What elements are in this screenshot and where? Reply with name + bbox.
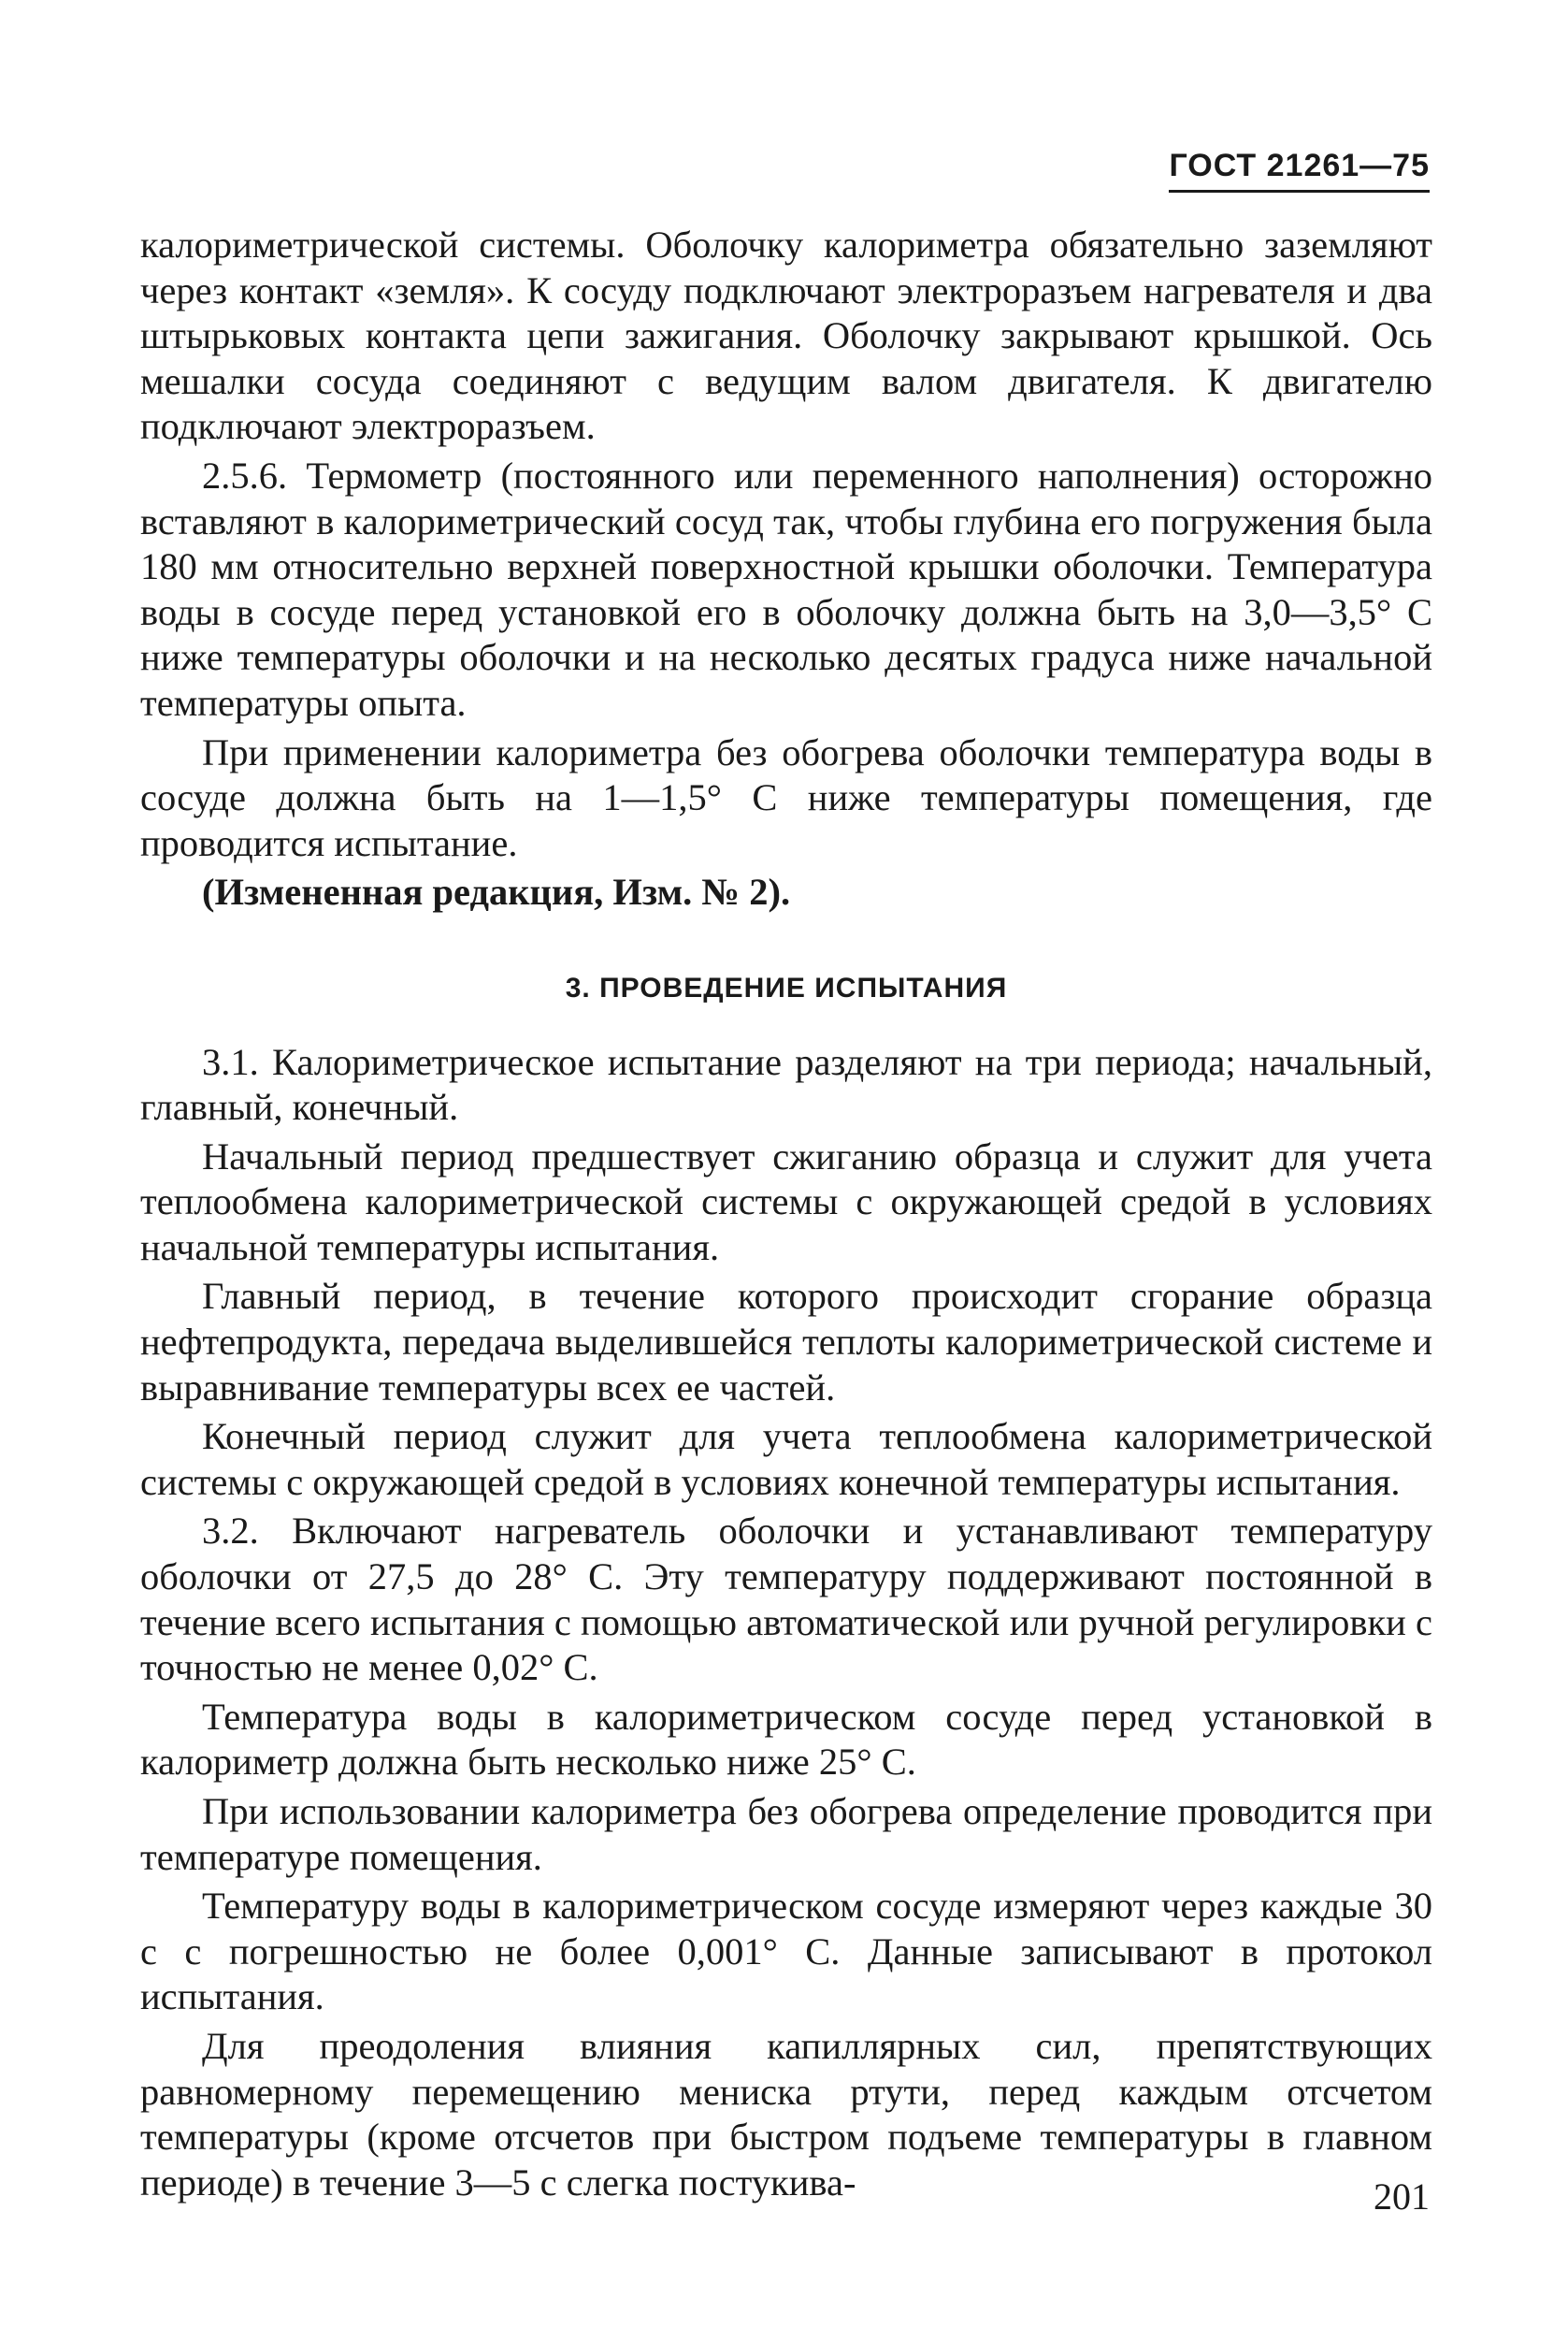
paragraph-2-5-6: 2.5.6. Термометр (постоянного или переменного наполнения) осторожно вставляют в калориметрический сосуд так, чтобы глубина его погружения была 180 мм относительно верхней поверхностной крышки оболочки. Температура воды в сосуде перед установкой его в оболочку должна быть на 3,0—3,5° С ниже температуры оболочки и на несколько десятых градуса ниже начальной температуры опыта. [140, 454, 1432, 724]
amendment-note: (Измененная редакция, Изм. № 2). [202, 871, 791, 914]
paragraph-continuation: калориметрической системы. Оболочку калориметра обязательно заземляют через контакт «земля». К сосуду подключают электроразъем нагревателя и два штырьковых контакта цепи зажигания. Оболочку закрывают крышкой. Ось мешалки сосуда соединяют с ведущим валом двигателя. К двигателю подключают электроразъем. [140, 224, 1432, 448]
document-body [140, 223, 1432, 2205]
paragraph-water-temperature: Температура воды в калориметрическом сосуде перед установкой в калориметр должна быть несколько ниже 25° С. [140, 1695, 1432, 1784]
paragraph-final-period: Конечный период служит для учета теплообмена калориметрической системы с окружающей средой в условиях конечной температуры испытания. [140, 1415, 1432, 1503]
paragraph-3-1: 3.1. Калориметрическое испытание разделяют на три периода; начальный, главный, конечный. [140, 1040, 1432, 1129]
paragraph-3-2: 3.2. Включают нагреватель оболочки и устанавливают температуру оболочки от 27,5 до 28° С. Эту температуру поддерживают постоянной в течение всего испытания с помощью автоматической или ручной регулировки с точностью не менее 0,02° С. [140, 1510, 1432, 1689]
page-header-standard-code: ГОСТ 21261—75 [1169, 148, 1430, 193]
paragraph-measurement-interval: Температуру воды в калориметрическом сосуде измеряют через каждые 30 с с погрешностью не более 0,001° С. Данные записывают в протокол испытания. [140, 1885, 1432, 2018]
section-heading: 3. ПРОВЕДЕНИЕ ИСПЫТАНИЯ [565, 972, 1008, 1004]
paragraph-capillary: Для преодоления влияния капиллярных сил, препятствующих равномерному перемещению мениска ртути, перед каждым отсчетом температуры (кроме отсчетов при быстром подъеме температуры в главном периоде) в течение 3—5 с слегка постукива- [140, 2024, 1432, 2204]
paragraph-no-heating: При применении калориметра без обогрева оболочки температура воды в сосуде должна быть на 1—1,5° С ниже температуры помещения, где проводится испытание. [140, 730, 1432, 864]
paragraph-main-period: Главный период, в течение которого происходит сгорание образца нефтепродукта, передача выделившейся теплоты калориметрической системе и выравнивание температуры всех ее частей. [140, 1275, 1432, 1409]
paragraph-initial-period: Начальный период предшествует сжиганию образца и служит для учета теплообмена калориметрической системы с окружающей средой в условиях начальной температуры испытания. [140, 1134, 1432, 1268]
paragraph-no-heating-room: При использовании калориметра без обогрева определение проводится при температуре помещения. [140, 1790, 1432, 1878]
page-number: 201 [1374, 2175, 1430, 2218]
